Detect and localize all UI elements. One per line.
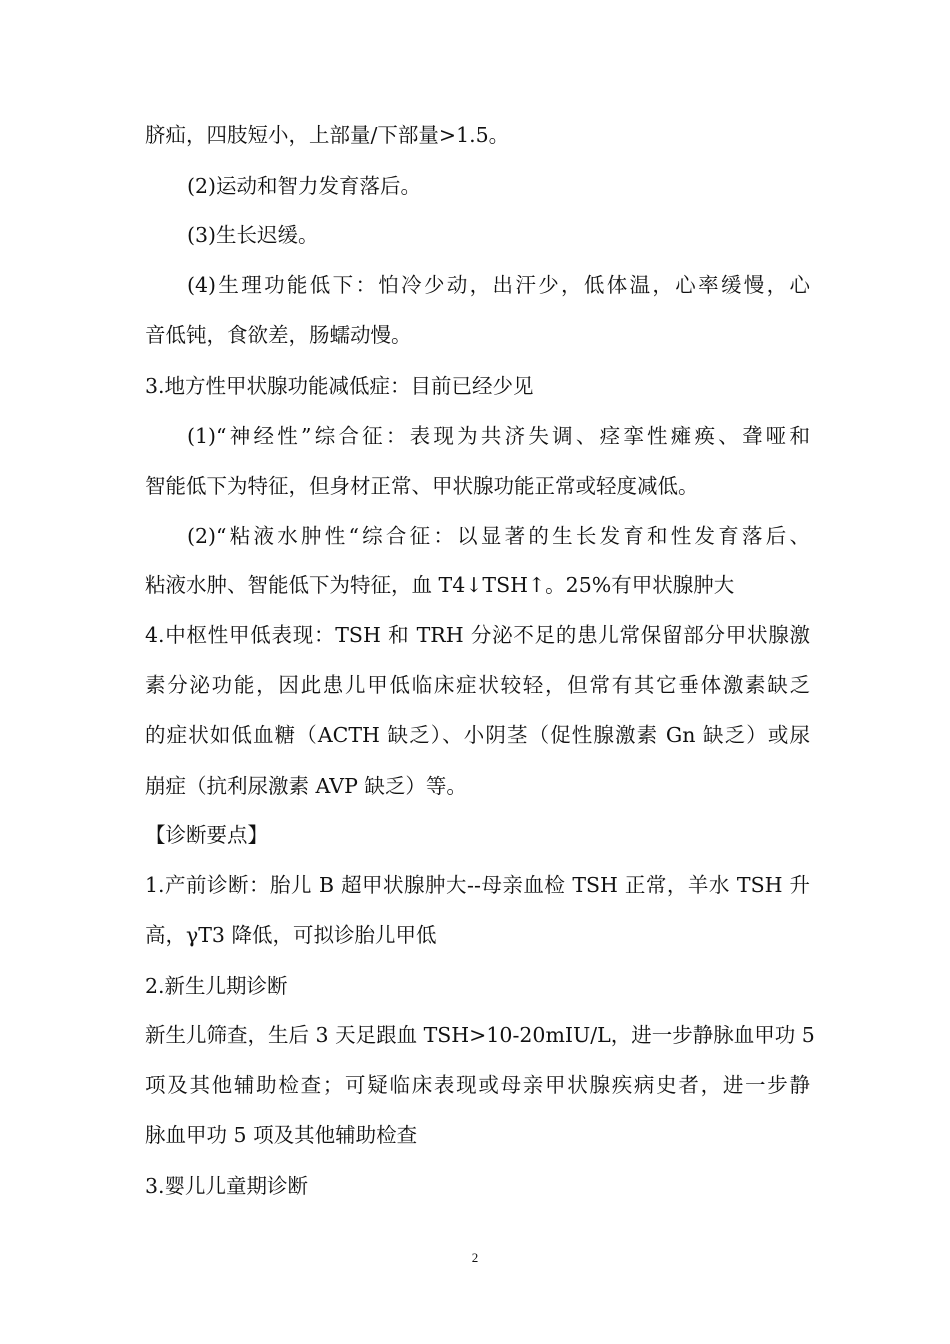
text-line: 脉血甲功 5 项及其他辅助检查 <box>145 1123 418 1147</box>
text-line: 粘液水肿、智能低下为特征，血 T4↓TSH↑。25%有甲状腺肿大 <box>145 573 735 597</box>
text-line: 2.新生儿期诊断 <box>145 974 288 998</box>
text-line: 音低钝，食欲差，肠蠕动慢。 <box>145 323 412 347</box>
section-heading: 【诊断要点】 <box>145 823 268 847</box>
text-line: 1.产前诊断：胎儿 B 超甲状腺肿大--母亲血检 TSH 正常，羊水 TSH 升 <box>145 873 810 897</box>
text-line: 素分泌功能，因此患儿甲低临床症状较轻，但常有其它垂体激素缺乏 <box>145 673 810 697</box>
text-line: 3.婴儿儿童期诊断 <box>145 1174 309 1198</box>
text-line: 脐疝，四肢短小，上部量/下部量>1.5。 <box>145 123 510 147</box>
text-line: (4)生理功能低下：怕冷少动，出汗少，低体温，心率缓慢，心 <box>187 273 810 297</box>
page-number: 2 <box>471 1250 479 1265</box>
text-line: (2)“粘液水肿性“综合征：以显著的生长发育和性发育落后、 <box>187 524 810 548</box>
text-line: 崩症（抗利尿激素 AVP 缺乏）等。 <box>145 774 467 798</box>
text-line: (1)“神经性”综合征：表现为共济失调、痉挛性瘫痪、聋哑和 <box>187 424 810 448</box>
text-line: 新生儿筛查，生后 3 天足跟血 TSH>10-20mIU/L，进一步静脉血甲功 5 <box>145 1023 815 1047</box>
text-line: 3.地方性甲状腺功能减低症：目前已经少见 <box>145 374 534 398</box>
text-line: 智能低下为特征，但身材正常、甲状腺功能正常或轻度减低。 <box>145 474 699 498</box>
text-line: 的症状如低血糖（ACTH 缺乏）、小阴茎（促性腺激素 Gn 缺乏）或尿 <box>145 723 810 747</box>
text-line: 项及其他辅助检查；可疑临床表现或母亲甲状腺疾病史者，进一步静 <box>145 1073 810 1097</box>
text-line: 高，γT3 降低，可拟诊胎儿甲低 <box>145 923 437 947</box>
text-line: 4.中枢性甲低表现：TSH 和 TRH 分泌不足的患儿常保留部分甲状腺激 <box>145 623 810 647</box>
text-line: (3)生长迟缓。 <box>187 223 319 247</box>
text-line: (2)运动和智力发育落后。 <box>187 174 422 198</box>
